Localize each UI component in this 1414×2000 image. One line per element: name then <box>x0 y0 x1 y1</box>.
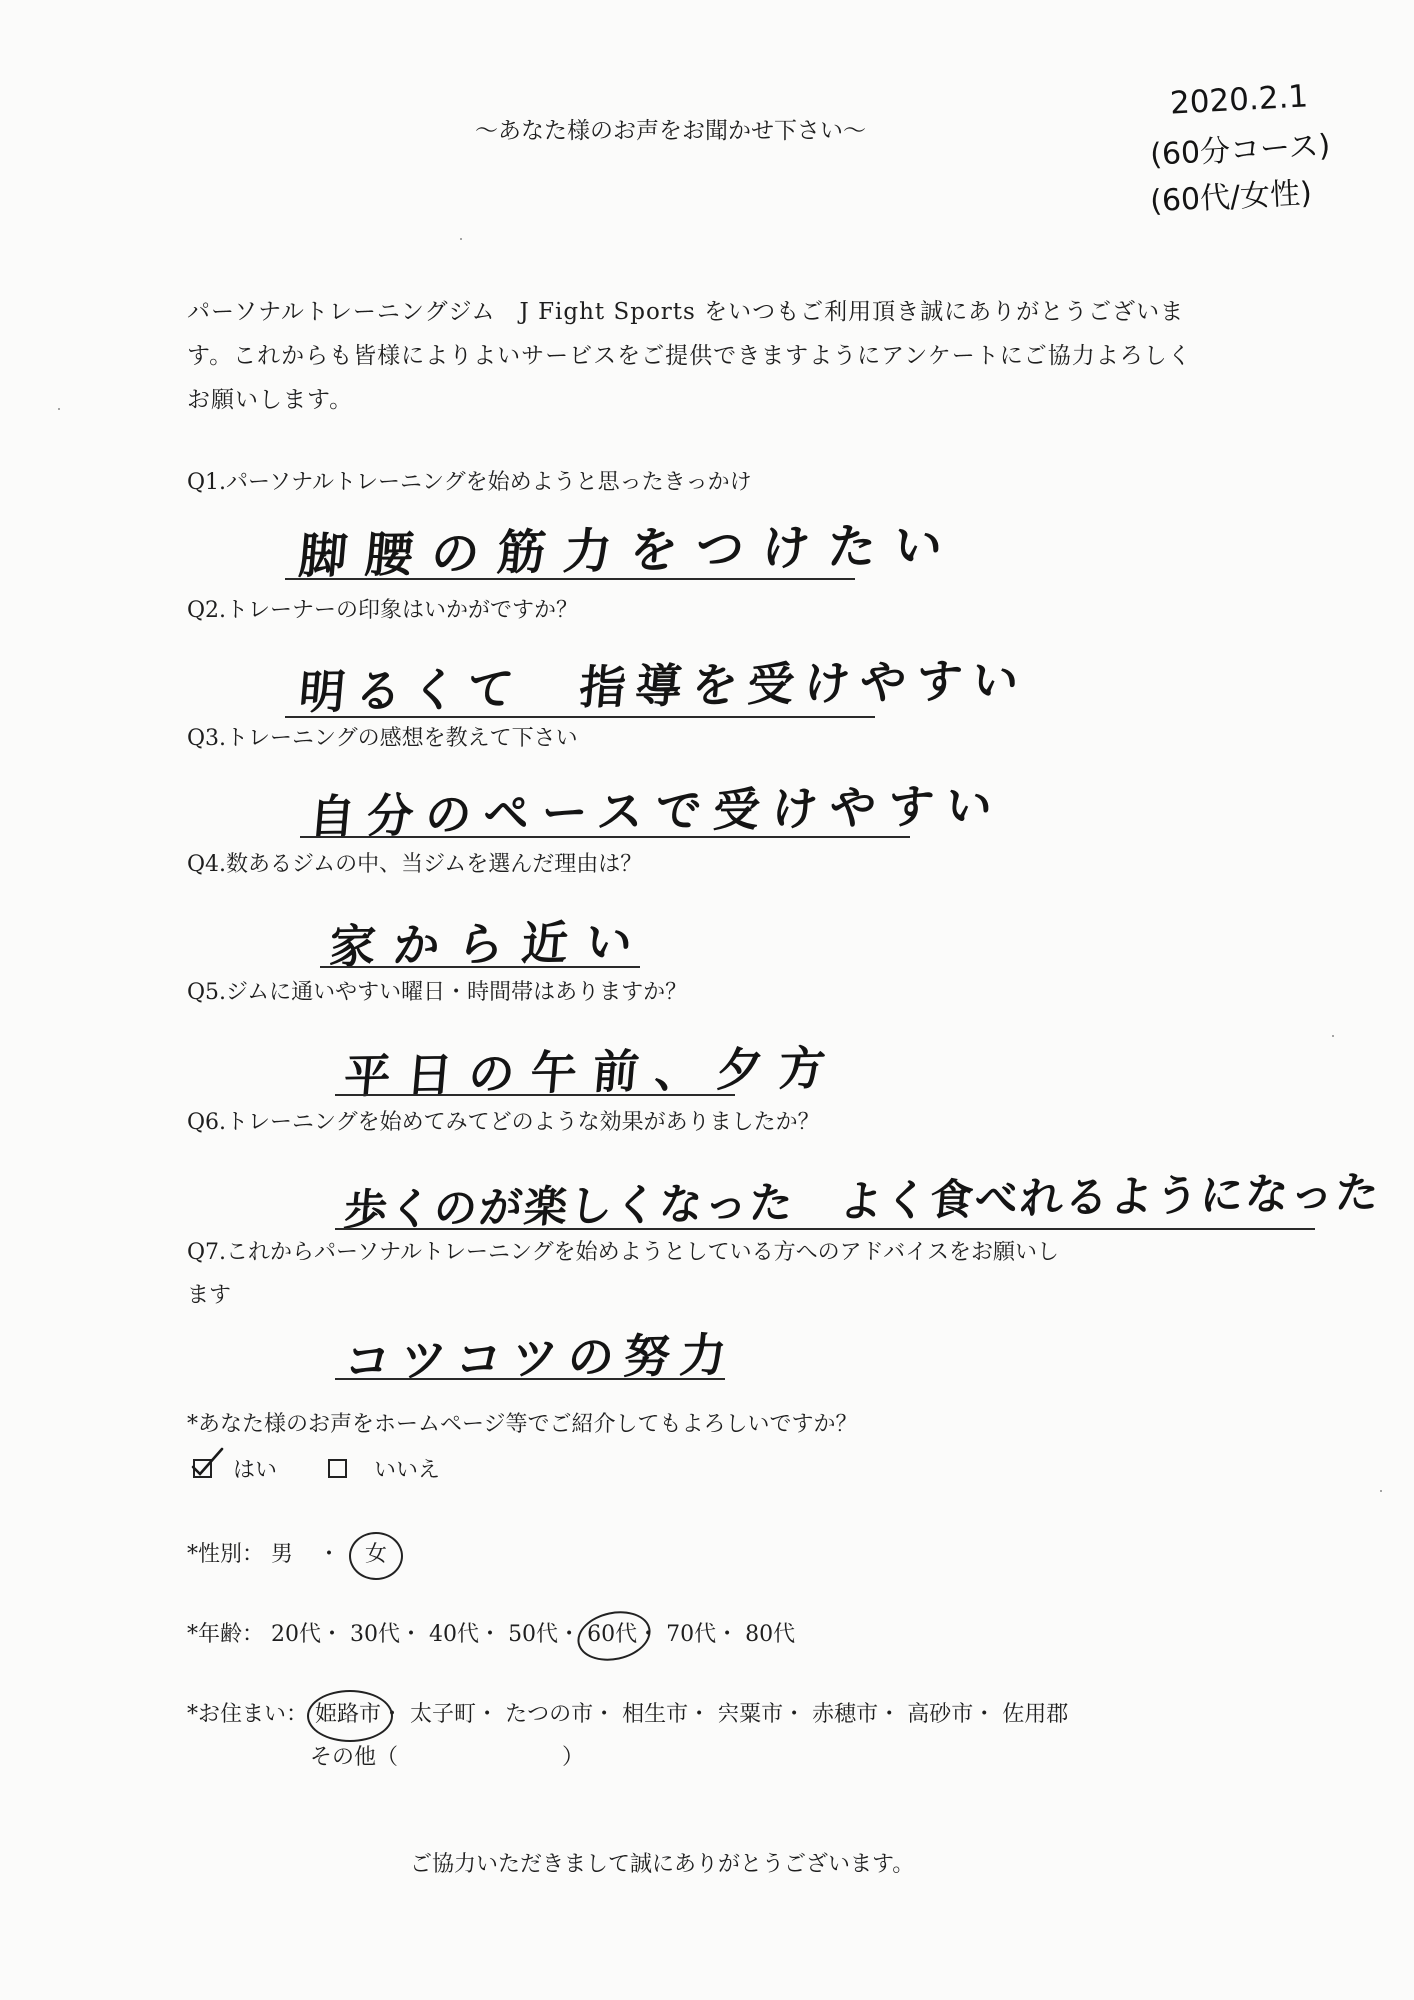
residence-option-himeji[interactable]: 姫路市 <box>315 1702 381 1727</box>
age-option-30[interactable]: 30代 <box>350 1622 401 1647</box>
age-label: *年齢： <box>187 1622 265 1647</box>
separator: ・ <box>476 1702 499 1727</box>
separator: ・ <box>318 1542 341 1567</box>
question-7-line-2: ます <box>187 1283 232 1308</box>
consent-options <box>193 1458 440 1484</box>
answer-line-3 <box>300 836 910 838</box>
consent-yes-checkbox[interactable] <box>193 1459 212 1478</box>
separator: ・ <box>878 1702 901 1727</box>
answer-7: コツコツの努力 <box>342 1327 739 1389</box>
answer-2: 明るくて 指導を受けやすい <box>296 652 1031 720</box>
age-option-70[interactable]: 70代 <box>666 1622 717 1647</box>
answer-4: 家から近い <box>327 914 653 974</box>
separator: ・ <box>637 1622 660 1647</box>
age-option-60[interactable]: 60代 <box>587 1622 637 1647</box>
selection-circle <box>349 1532 403 1580</box>
selection-circle <box>307 1690 393 1742</box>
separator: ・ <box>479 1622 502 1647</box>
question-1: Q1.パーソナルトレーニングを始めようと思ったきっかけ <box>187 470 752 495</box>
residence-option-taishi[interactable]: 太子町 <box>410 1702 477 1727</box>
separator: ・ <box>783 1702 806 1727</box>
answer-line-1 <box>285 578 855 580</box>
question-6: Q6.トレーニングを始めてみてどのような効果がありましたか？ <box>187 1110 820 1135</box>
age-option-50[interactable]: 50代 <box>508 1622 559 1647</box>
separator: ・ <box>716 1622 739 1647</box>
question-4: Q4.数あるジムの中、当ジムを選んだ理由は？ <box>187 852 643 877</box>
residence-option-ako[interactable]: 赤穂市 <box>812 1702 879 1727</box>
residence-other-label: その他（ <box>310 1745 399 1770</box>
gender-row <box>187 1542 387 1568</box>
separator: ・ <box>558 1622 581 1647</box>
age-option-80[interactable]: 80代 <box>745 1622 796 1647</box>
separator: ・ <box>400 1622 423 1647</box>
separator: ・ <box>593 1702 616 1727</box>
scan-speck <box>460 238 462 240</box>
gender-label: *性別： <box>187 1542 265 1567</box>
answer-1: 脚腰の筋力をつけたい <box>296 517 963 585</box>
intro-text: パーソナルトレーニングジム J Fight Sports をいつもご利用頂き誠にありがとうございます。これからも皆様によりよいサービスをご提供できますようにアンケートにご協力よろしくお願いします。 <box>187 299 1192 413</box>
handwritten-course: (60分コース) <box>1149 128 1332 173</box>
residence-other-close: ） <box>562 1745 585 1770</box>
separator: ・ <box>973 1702 996 1727</box>
answer-line-6 <box>335 1228 1315 1230</box>
separator: ・ <box>381 1702 404 1727</box>
answer-3: 自分のペースで受けやすい <box>306 777 1007 845</box>
age-option-40[interactable]: 40代 <box>429 1622 480 1647</box>
residence-option-takasago[interactable]: 高砂市 <box>907 1702 974 1727</box>
handwritten-demographic: (60代/女性) <box>1149 175 1313 220</box>
residence-other-row <box>310 1745 584 1771</box>
residence-option-aioi[interactable]: 相生市 <box>622 1702 689 1727</box>
separator: ・ <box>688 1702 711 1727</box>
page-title: ～あなた様のお声をお聞かせ下さい～ <box>475 118 866 144</box>
scan-speck <box>1380 1490 1382 1492</box>
age-row <box>187 1622 795 1648</box>
residence-row <box>187 1702 1068 1728</box>
consent-yes-label: はい <box>233 1458 278 1483</box>
consent-no-label: いいえ <box>374 1458 441 1483</box>
question-7-line-1: Q7.これからパーソナルトレーニングを始めようとしている方へのアドバイスをお願いし <box>187 1240 1059 1265</box>
answer-line-5 <box>335 1094 735 1096</box>
gender-option-female[interactable]: 女 <box>365 1542 387 1567</box>
handwritten-date: 2020.2.1 <box>1169 78 1309 122</box>
scan-speck <box>58 408 60 410</box>
footer-thanks: ご協力いただきまして誠にありがとうございます。 <box>410 1852 915 1877</box>
age-option-20[interactable]: 20代 <box>271 1622 322 1647</box>
answer-5: 平日の午前、夕方 <box>341 1040 844 1104</box>
checkmark-icon <box>191 1447 225 1475</box>
answer-line-4 <box>320 966 640 968</box>
scan-speck <box>1332 1035 1334 1037</box>
consent-question: *あなた様のお声をホームページ等でご紹介してもよろしいですか？ <box>187 1412 858 1437</box>
question-2: Q2.トレーナーの印象はいかがですか？ <box>187 598 579 623</box>
question-5: Q5.ジムに通いやすい曜日・時間帯はありますか？ <box>187 980 688 1005</box>
selection-circle <box>573 1605 655 1667</box>
residence-option-shiso[interactable]: 宍粟市 <box>717 1702 784 1727</box>
separator: ・ <box>321 1622 344 1647</box>
answer-6: 歩くのが楽しくなった よく食べれるようになった <box>341 1167 1383 1237</box>
residence-option-sayo[interactable]: 佐用郡 <box>1002 1702 1069 1727</box>
question-3: Q3.トレーニングの感想を教えて下さい <box>187 726 578 751</box>
answer-line-2 <box>285 716 875 718</box>
residence-label: *お住まい： <box>187 1702 309 1727</box>
consent-no-checkbox[interactable] <box>328 1459 347 1478</box>
answer-line-7 <box>335 1378 725 1380</box>
gender-option-male[interactable]: 男 <box>271 1542 294 1567</box>
residence-option-tatsuno[interactable]: たつの市 <box>505 1702 594 1727</box>
